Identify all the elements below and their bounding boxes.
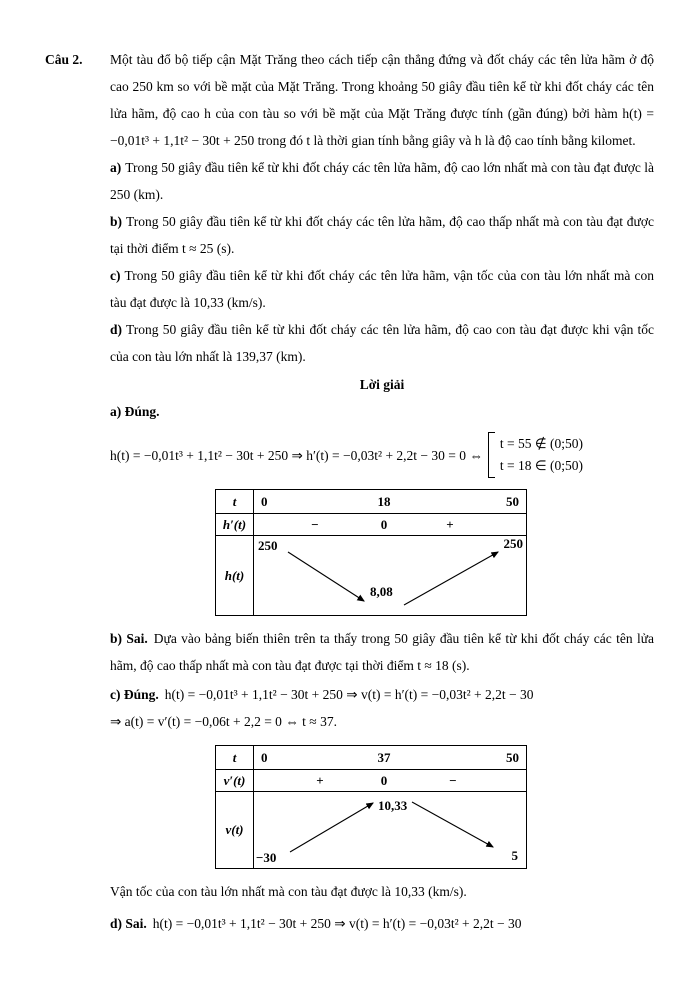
sign-minus: −: [311, 516, 319, 532]
table-h-func-label: h(t): [216, 536, 254, 615]
sign-plus: +: [316, 772, 324, 788]
sign-zero: 0: [380, 772, 388, 788]
t-value-0: 0: [261, 749, 268, 765]
conclusion-c: [110, 878, 654, 905]
statement-d-label: d): [110, 322, 123, 337]
part-d-equation: h(t) = −0,01t³ + 1,1t² − 30t + 250 ⇒ v(t) = h′(t) = −0,03t² + 2,2t − 30: [152, 916, 522, 931]
table-h-row-function: [216, 536, 526, 615]
sign-plus: +: [446, 516, 454, 532]
t-value-18: 18: [377, 493, 391, 509]
conclusion-c-text: Vận tốc của con tàu lớn nhất mà con tàu đạt được là 10,33 (km/s).: [110, 884, 467, 899]
part-a-equation-row: [110, 429, 654, 481]
statement-c-text: Trong 50 giây đầu tiên kể từ khi đốt cháy các tên lửa hãm, vận tốc của con tàu lớn nhất mà con tàu đạt được là 10,33 (km/s).: [110, 268, 654, 310]
part-a-equation: h(t) = −0,01t³ + 1,1t² − 30t + 250 ⇒ h′(t) = −0,03t² + 2,2t − 30 = 0 ⇔: [110, 447, 483, 463]
v-start-value: −30: [256, 850, 277, 865]
part-c-line2: [110, 708, 654, 735]
t-value-50: 50: [506, 493, 519, 509]
content-column: [110, 46, 654, 937]
h-end-value: 250: [503, 536, 523, 551]
case-2: t = 18 ∈ (0;50): [499, 458, 584, 473]
table-h-t-values: [254, 490, 526, 513]
part-d-verdict: d) Sai.: [110, 916, 147, 931]
left-bracket-icon: [488, 432, 495, 478]
sign-zero: 0: [380, 516, 388, 532]
statement-c-label: c): [110, 268, 121, 283]
part-d-line: [110, 910, 654, 937]
statement-d: [110, 316, 654, 370]
part-c-verdict: c) Đúng.: [110, 687, 159, 702]
part-c-equation-2: ⇒ a(t) = v′(t) = −0,06t + 2,2 = 0 ⇔ t ≈ 37.: [110, 714, 337, 729]
table-v-func-label: v(t): [216, 792, 254, 868]
statement-b: [110, 208, 654, 262]
sign-minus: −: [449, 772, 457, 788]
increasing-arrow-icon: [404, 552, 498, 605]
statement-a-label: a): [110, 160, 122, 175]
decreasing-arrow-icon: [288, 552, 364, 601]
part-b-text: Dựa vào bảng biến thiên trên ta thấy trong 50 giây đầu tiên kể từ khi đốt cháy các tên lửa hãm, độ cao thấp nhất mà con tàu đạt được tại thời điểm t ≈ 18 (s).: [110, 631, 654, 673]
cases-group: [488, 432, 583, 478]
part-a-verdict-line: [110, 398, 654, 425]
problem-block: [45, 46, 654, 937]
table-h-var-label: t: [216, 490, 254, 513]
table-v-row-derivative: [216, 770, 526, 792]
solution-heading: Lời giải: [359, 377, 405, 392]
statement-a: [110, 154, 654, 208]
table-h-variation: [254, 536, 526, 615]
table-v-signs: [254, 770, 526, 791]
table-v-variation: [254, 792, 526, 868]
table-h-deriv-label: h′(t): [216, 514, 254, 535]
case-lines: [500, 433, 583, 477]
statement-b-text: Trong 50 giây đầu tiên kể từ khi đốt cháy các tên lửa hãm, độ cao thấp nhất mà con tàu đạt được tại thời điểm t ≈ 25 (s).: [110, 214, 654, 256]
table-h-row-t: [216, 490, 526, 514]
part-a-verdict: a) Đúng.: [110, 404, 160, 419]
part-b-line: [110, 625, 654, 679]
statement-d-text: Trong 50 giây đầu tiên kể từ khi đốt cháy các tên lửa hãm, độ cao con tàu đạt được khi vận tốc của con tàu lớn nhất là 139,37 (km).: [110, 322, 654, 364]
part-c-equation-1: h(t) = −0,01t³ + 1,1t² − 30t + 250 ⇒ v(t) = h′(t) = −0,03t² + 2,2t − 30: [164, 687, 534, 702]
h-min-value: 8,08: [370, 584, 393, 599]
v-max-value: 10,33: [378, 798, 408, 813]
table-v-deriv-label: v′(t): [216, 770, 254, 791]
table-h-arrows: [254, 536, 525, 614]
variation-table-v: [215, 745, 527, 869]
part-c-line1: [110, 681, 654, 708]
case-1: t = 55 ∉ (0;50): [499, 436, 584, 451]
statement-b-label: b): [110, 214, 123, 229]
part-b-verdict: b) Sai.: [110, 631, 148, 646]
table-h-signs: [254, 514, 526, 535]
t-value-0: 0: [261, 493, 268, 509]
table-v-t-values: [254, 746, 526, 769]
table-h-row-derivative: [216, 514, 526, 536]
table-v-var-label: t: [216, 746, 254, 769]
variation-table-h: [215, 489, 527, 616]
question-number: Câu 2.: [45, 52, 83, 67]
v-end-value: 5: [511, 848, 518, 863]
t-value-50: 50: [506, 749, 519, 765]
table-v-row-function: [216, 792, 526, 868]
statement-a-text: Trong 50 giây đầu tiên kể từ khi đốt cháy các tên lửa hãm, độ cao lớn nhất mà con tàu đạt được là 250 (km).: [110, 160, 654, 202]
table-v-row-t: [216, 746, 526, 770]
h-start-value: 250: [258, 538, 278, 553]
problem-intro: Một tàu đổ bộ tiếp cận Mặt Trăng theo cách tiếp cận thẳng đứng và đốt cháy các tên lửa hãm ở độ cao 250 km so với bề mặt của Mặt Trăng. Trong khoảng 50 giây đầu tiên kể từ khi đốt cháy các tên lửa hãm, độ cao h của con tàu so với bề mặt của Mặt Trăng được tính (gần đúng) bởi hàm h(t) = −0,01t³ + 1,1t² − 30t + 250 trong đó t là thời gian tính bằng giây và h là độ cao tính bằng kilomet.: [110, 52, 654, 148]
increasing-arrow-icon: [290, 803, 373, 852]
decreasing-arrow-icon: [412, 802, 493, 847]
table-v-arrows: [254, 792, 525, 867]
t-value-37: 37: [377, 749, 391, 765]
statement-c: [110, 262, 654, 316]
